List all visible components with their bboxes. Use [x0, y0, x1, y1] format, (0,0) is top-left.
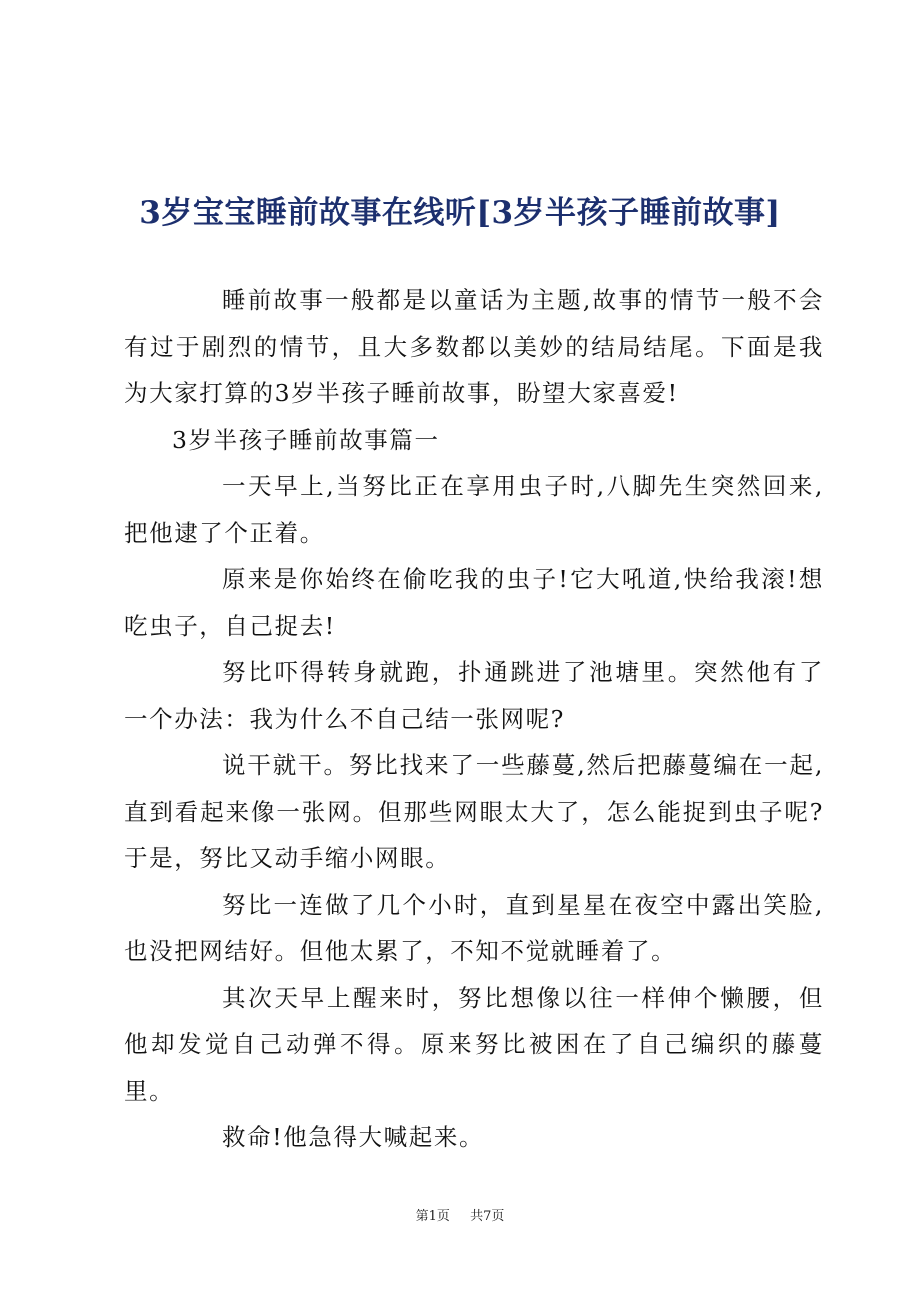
- story-paragraph: 努比吓得转身就跑，扑通跳进了池塘里。突然他有了一个办法：我为什么不自己结一张网呢?: [124, 658, 824, 733]
- story-paragraph: 努比一连做了几个小时，直到星星在夜空中露出笑脸,也没把网结好。但他太累了，不知不觉就睡着了。: [124, 890, 824, 965]
- page-total: 共7页: [470, 1209, 505, 1224]
- story-paragraph: 说干就干。努比找来了一些藤蔓,然后把藤蔓编在一起,直到看起来像一张网。但那些网眼太大了，怎么能捉到虫子呢?于是，努比又动手缩小网眼。: [124, 751, 824, 872]
- story-paragraph: 其次天早上醒来时，努比想像以往一样伸个懒腰，但他却发觉自己动弹不得。原来努比被困在了自己编织的藤蔓里。: [124, 983, 824, 1105]
- story-paragraph: 救命!他急得大喊起来。: [222, 1123, 485, 1151]
- story-paragraph: 一天早上,当努比正在享用虫子时,八脚先生突然回来,把他逮了个正着。: [124, 472, 824, 547]
- document-title: 3岁宝宝睡前故事在线听[3岁半孩子睡前故事]: [139, 195, 781, 231]
- section-heading: 3岁半孩子睡前故事篇一: [172, 425, 440, 454]
- story-paragraph: 原来是你始终在偷吃我的虫子!它大吼道,快给我滚!想吃虫子，自己捉去!: [124, 565, 824, 640]
- page-footer: [0, 1205, 920, 1224]
- document-body: [124, 277, 824, 1161]
- intro-paragraph: 睡前故事一般都是以童话为主题,故事的情节一般不会有过于剧烈的情节，且大多数都以美妙的结局结尾。下面是我为大家打算的3岁半孩子睡前故事，盼望大家喜爱!: [124, 286, 824, 407]
- page-number: 第1页: [415, 1209, 450, 1224]
